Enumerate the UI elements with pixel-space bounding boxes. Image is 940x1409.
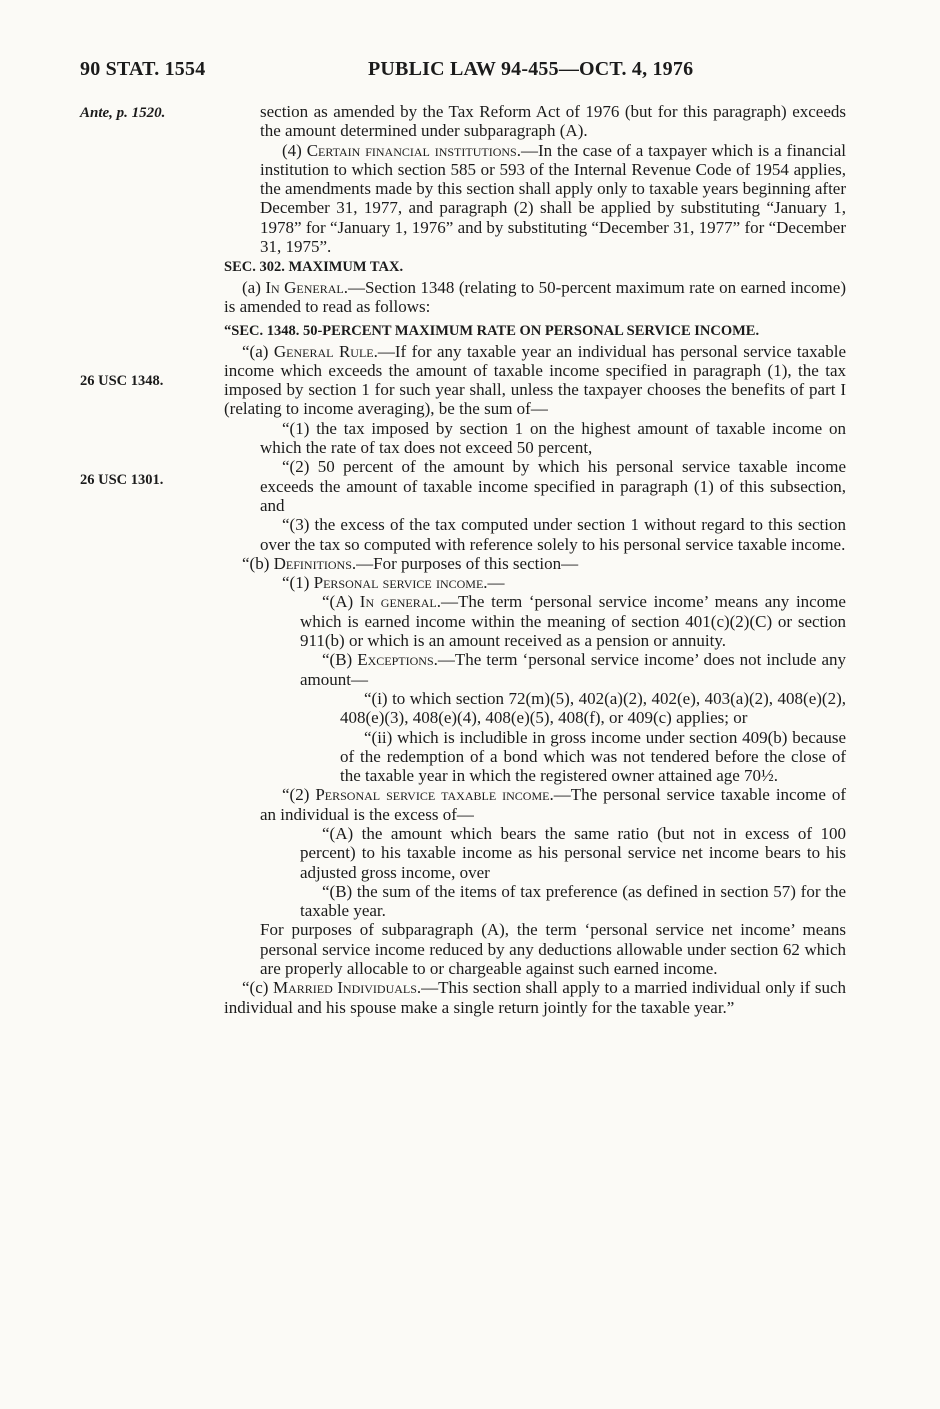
psi-exceptions-heading: Exceptions. bbox=[357, 650, 438, 670]
psi-in-general-heading: In general. bbox=[359, 592, 442, 612]
general-rule: “(a) General Rule.—If for any taxable year an individual has personal service taxable income which exceeds the amount of taxable income specified in paragraph (1), the tax imposed by section 1 for such year shall, unless the taxpayer chooses the benefits of part I (relating to income averaging), be the sum of— bbox=[224, 341, 846, 419]
general-rule-item-1: “(1) the tax imposed by section 1 on the highest amount of taxable income on which the rate of tax does not exceed 50 percent, bbox=[260, 418, 846, 458]
married-individuals: “(c) Married Individuals.—This section shall apply to a married individual only if such individual and his spouse make a single return jointly for the taxable year.” bbox=[224, 978, 847, 1017]
law-title: PUBLIC LAW 94-455—OCT. 4, 1976 bbox=[368, 58, 694, 80]
document-body bbox=[224, 102, 846, 1017]
margin-note-usc-1348: 26 USC 1348. bbox=[80, 373, 164, 389]
exception-i: “(i) to which section 72(m)(5), 402(a)(2), 402(e), 403(a)(2), 408(e)(2), 408(e)(3), 408(e)(4), 408(e)(5), 408(f), or 409(c) applies; or bbox=[340, 688, 846, 728]
definitions: “(b) Definitions.—For purposes of this section— bbox=[242, 553, 579, 573]
stat-reference: 90 STAT. 1554 bbox=[80, 58, 206, 80]
definitions-heading: Definitions. bbox=[273, 553, 357, 573]
general-rule-heading: General Rule. bbox=[273, 341, 378, 361]
subsection-a: (a) In General.—Section 1348 (relating to 50-percent maximum rate on earned income) is amended to read as follows: bbox=[224, 277, 846, 316]
personal-service-income-heading: Personal service income. bbox=[313, 573, 488, 593]
paragraph-4-heading: Certain financial institutions. bbox=[306, 140, 521, 160]
psti-item-a: “(A) the amount which bears the same ratio (but not in excess of 100 percent) to his taxable income as his personal service net income bears to his adjusted gross income, over bbox=[300, 823, 846, 882]
subsection-a-heading: In General. bbox=[265, 277, 348, 297]
personal-service-taxable-income: “(2) Personal service taxable income.—The personal service taxable income of an individual is the excess of— bbox=[260, 785, 846, 824]
paragraph-continuation: section as amended by the Tax Reform Act of 1976 (but for this paragraph) exceeds the amount determined under subparagraph (A). bbox=[260, 102, 846, 141]
psti-heading: Personal service taxable income. bbox=[315, 785, 554, 805]
general-rule-item-3: “(3) the excess of the tax computed under section 1 without regard to this section over the tax so computed with reference solely to his personal service taxable income. bbox=[260, 515, 846, 554]
section-1348-heading: “SEC. 1348. 50-PERCENT MAXIMUM RATE ON PERSONAL SERVICE INCOME. bbox=[224, 323, 760, 340]
general-rule-item-2: “(2) 50 percent of the amount by which his personal service taxable income exceeds the amount of taxable income specified in paragraph (1) of this subsection, and bbox=[260, 457, 846, 515]
section-302-heading: SEC. 302. MAXIMUM TAX. bbox=[224, 259, 404, 276]
married-individuals-heading: Married Individuals. bbox=[272, 978, 422, 998]
psti-closing: For purposes of subparagraph (A), the term ‘personal service net income’ means personal service income reduced by any deductions allowable under section 62 which are properly allocable to or chargeable against such earned income. bbox=[260, 920, 846, 979]
paragraph-4: (4) Certain financial institutions.—In the case of a taxpayer which is a financial institution to which section 585 or 593 of the Internal Revenue Code of 1954 applies, the amendments made by this section shall apply only to taxable years beginning after December 31, 1977, and paragraph (2) shall be applied by substituting “January 1, 1978” for “January 1, 1976” and by substituting “December 31, 1977” for “December 31, 1975”. bbox=[260, 140, 846, 257]
psi-in-general: “(A) In general.—The term ‘personal service income’ means any income which is earned income within the meaning of section 401(c)(2)(C) or section 911(b) or which is an amount received as a pension or annuity. bbox=[300, 592, 846, 651]
psti-item-b: “(B) the sum of the items of tax preference (as defined in section 57) for the taxable year. bbox=[300, 881, 846, 921]
margin-note-ante: Ante, p. 1520. bbox=[80, 105, 166, 121]
psi-exceptions: “(B) Exceptions.—The term ‘personal service income’ does not include any amount— bbox=[300, 650, 847, 689]
personal-service-income: “(1) Personal service income.— bbox=[282, 573, 505, 593]
exception-ii: “(ii) which is includible in gross income under section 409(b) because of the redemption of a bond which was not tendered before the close of the taxable year in which the registered owner attained age 70½. bbox=[340, 727, 846, 786]
margin-note-usc-1301: 26 USC 1301. bbox=[80, 472, 164, 488]
